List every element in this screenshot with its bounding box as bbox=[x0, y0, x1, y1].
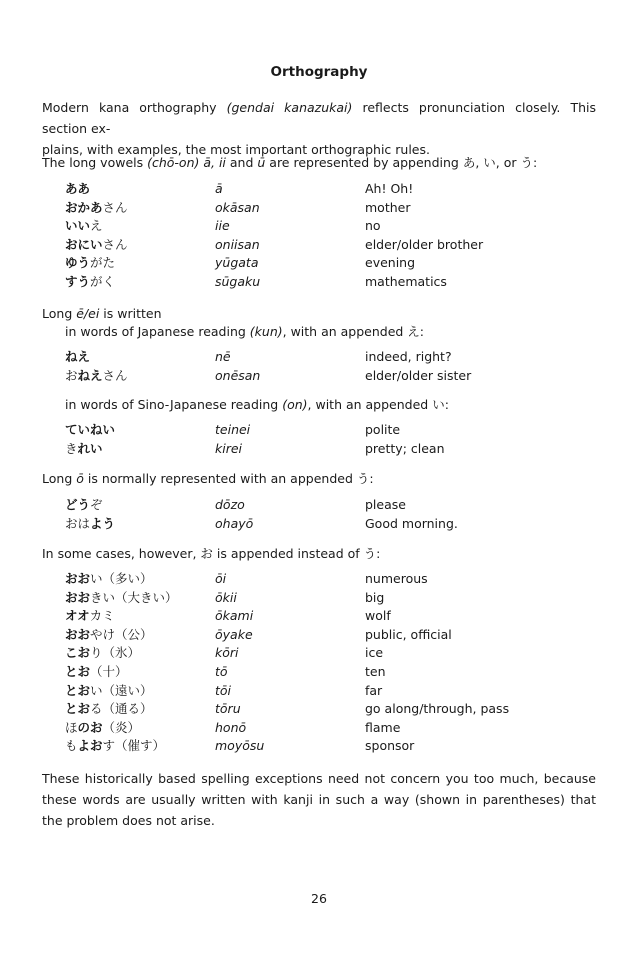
kana-prefix: ほ bbox=[65, 719, 78, 735]
meaning-cell: evening bbox=[365, 255, 416, 271]
kana-highlight: ねえ bbox=[65, 349, 91, 364]
kana-suffix: がた bbox=[90, 255, 116, 271]
kana-highlight: おかあ bbox=[65, 199, 103, 215]
meaning-cell: sponsor bbox=[365, 738, 415, 754]
example-row bbox=[65, 626, 605, 644]
kana-cell bbox=[65, 367, 128, 385]
romaji-cell: teinei bbox=[215, 422, 251, 437]
example-row bbox=[65, 719, 605, 737]
kana-highlight: ゆう bbox=[65, 255, 91, 271]
kana-highlight: ねえ bbox=[77, 367, 103, 383]
kana-highlight: ああ bbox=[65, 181, 91, 196]
kana-suffix: やけ（公） bbox=[90, 626, 153, 642]
meaning-cell: Good morning. bbox=[365, 515, 458, 531]
kana-suffix: え bbox=[90, 218, 103, 234]
long-e-heading bbox=[42, 305, 162, 323]
intro-term: (gendai kanazukai) bbox=[226, 100, 353, 115]
kana-highlight: とお bbox=[65, 701, 91, 717]
kana-highlight: おにい bbox=[65, 236, 103, 252]
romaji-cell: onēsan bbox=[215, 367, 261, 383]
lo-a: Long bbox=[42, 471, 77, 486]
example-row bbox=[65, 236, 605, 254]
meaning-cell: big bbox=[365, 589, 385, 605]
romaji-cell: nē bbox=[215, 349, 231, 364]
kana-cell bbox=[65, 236, 128, 254]
kana-suffix: カミ bbox=[89, 608, 115, 624]
example-row bbox=[65, 180, 605, 198]
kana-highlight: おお bbox=[65, 571, 91, 586]
kana-cell bbox=[65, 607, 115, 625]
kana-cell bbox=[65, 199, 128, 217]
meaning-cell: wolf bbox=[365, 608, 391, 624]
meaning-cell: elder/older brother bbox=[365, 236, 484, 252]
long-o-heading bbox=[42, 470, 374, 488]
kana-highlight: よお bbox=[77, 738, 103, 754]
romaji-cell: tōi bbox=[215, 682, 232, 698]
intro-text-b: reflects pronunciation closely. This section ex- bbox=[42, 100, 597, 136]
le-c: is written bbox=[99, 306, 162, 321]
lv-d: ū bbox=[257, 155, 266, 170]
kana-highlight: よう bbox=[90, 515, 116, 531]
example-row bbox=[65, 682, 605, 700]
kana-prefix: き bbox=[65, 440, 78, 456]
example-row bbox=[65, 589, 605, 607]
example-row bbox=[65, 348, 605, 366]
romaji-cell: dōzo bbox=[215, 497, 245, 512]
kana-suffix: （炎） bbox=[102, 719, 141, 735]
kana-suffix: さん bbox=[102, 367, 128, 383]
kun-b: (kun) bbox=[249, 324, 283, 339]
long-e-kun-line bbox=[65, 323, 424, 341]
romaji-cell: kirei bbox=[215, 440, 243, 456]
example-row bbox=[65, 644, 605, 662]
romaji-cell: moyōsu bbox=[215, 738, 265, 754]
example-row bbox=[65, 273, 605, 291]
romaji-cell: tōru bbox=[215, 701, 241, 717]
kana-cell bbox=[65, 348, 90, 366]
kana-cell bbox=[65, 589, 178, 607]
le-b: ē/ei bbox=[76, 306, 100, 321]
exception-heading: In some cases, however, お is appended instead of う: bbox=[42, 546, 381, 561]
meaning-cell: pretty; clean bbox=[365, 440, 445, 456]
romaji-cell: ā bbox=[215, 181, 223, 196]
meaning-cell: ice bbox=[365, 645, 384, 661]
romaji-cell: ōkii bbox=[215, 589, 237, 605]
example-row bbox=[65, 254, 605, 272]
kana-cell bbox=[65, 644, 140, 662]
romaji-cell: iie bbox=[215, 218, 230, 234]
romaji-cell: oniisan bbox=[215, 236, 260, 252]
meaning-cell: mathematics bbox=[365, 274, 447, 289]
romaji-cell: okāsan bbox=[215, 199, 260, 215]
meaning-cell: Ah! Oh! bbox=[365, 181, 414, 196]
meaning-cell: mother bbox=[365, 199, 411, 215]
lv-c: and bbox=[225, 155, 258, 170]
kana-cell bbox=[65, 570, 153, 588]
kana-cell bbox=[65, 254, 115, 272]
kana-suffix: さん bbox=[102, 236, 128, 252]
page-title: Orthography bbox=[270, 64, 368, 80]
closing-paragraph: These historically based spelling exceptions need not concern you too much, because these words are usually written with kanji in such a way (shown in parentheses) that the problem does not arise. bbox=[42, 771, 596, 828]
kana-cell bbox=[65, 217, 103, 235]
example-row bbox=[65, 440, 605, 458]
intro-paragraph bbox=[42, 97, 596, 160]
romaji-cell: ohayō bbox=[215, 515, 254, 531]
kana-highlight: ていねい bbox=[65, 422, 116, 437]
example-row bbox=[65, 663, 605, 681]
kana-cell bbox=[65, 682, 153, 700]
lo-c: is normally represented with an appended う: bbox=[83, 471, 374, 486]
meaning-cell: flame bbox=[365, 719, 401, 735]
romaji-cell: ōi bbox=[215, 571, 227, 586]
kana-cell bbox=[65, 700, 153, 718]
kana-cell bbox=[65, 737, 165, 755]
romaji-cell: kōri bbox=[215, 645, 239, 661]
romaji-cell: ōkami bbox=[215, 608, 254, 624]
kana-highlight: とお bbox=[65, 682, 91, 698]
kana-suffix: きい（大きい） bbox=[90, 589, 178, 605]
le-a: Long bbox=[42, 306, 77, 321]
example-row bbox=[65, 570, 605, 588]
meaning-cell: public, official bbox=[365, 626, 452, 642]
kana-prefix: おは bbox=[65, 515, 91, 531]
kana-highlight: どう bbox=[65, 497, 91, 512]
meaning-cell: go along/through, pass bbox=[365, 701, 510, 717]
romaji-cell: sūgaku bbox=[215, 274, 261, 289]
example-row bbox=[65, 421, 605, 439]
kana-cell bbox=[65, 421, 115, 439]
lv-b: (chō-on) ā, ii bbox=[147, 155, 226, 170]
kana-cell bbox=[65, 273, 115, 291]
intro-text-c: plains, with examples, the most important orthographic rules. bbox=[42, 142, 430, 157]
page-number: 26 bbox=[311, 891, 327, 906]
kana-suffix: い（多い） bbox=[90, 571, 153, 586]
kana-cell bbox=[65, 719, 140, 737]
meaning-cell: polite bbox=[365, 422, 401, 437]
long-e-on-line bbox=[65, 396, 449, 414]
kana-highlight: いい bbox=[65, 218, 91, 234]
example-row bbox=[65, 737, 605, 755]
romaji-cell: ōyake bbox=[215, 626, 253, 642]
kana-suffix: す（催す） bbox=[102, 738, 166, 754]
kana-cell bbox=[65, 180, 90, 198]
kana-highlight: とお bbox=[65, 664, 91, 679]
kana-cell bbox=[65, 626, 153, 644]
lv-a: The long vowels bbox=[42, 155, 148, 170]
kana-prefix: お bbox=[65, 367, 78, 383]
example-row bbox=[65, 199, 605, 217]
kana-cell bbox=[65, 663, 128, 681]
kana-suffix: ぞ bbox=[90, 497, 103, 512]
intro-text-a: Modern kana orthography bbox=[42, 100, 227, 115]
meaning-cell: elder/older sister bbox=[365, 367, 472, 383]
kana-cell bbox=[65, 496, 103, 514]
kana-highlight: こお bbox=[65, 645, 91, 661]
romaji-cell: tō bbox=[215, 664, 228, 679]
example-row bbox=[65, 496, 605, 514]
romaji-cell: honō bbox=[215, 719, 247, 735]
kana-suffix: さん bbox=[102, 199, 128, 215]
example-row bbox=[65, 607, 605, 625]
kana-highlight: すう bbox=[65, 274, 91, 289]
meaning-cell: please bbox=[365, 497, 406, 512]
kun-c: , with an appended え: bbox=[282, 324, 425, 339]
lo-b: ō bbox=[76, 471, 84, 486]
kana-suffix: る（通る） bbox=[90, 701, 153, 717]
kana-suffix: がく bbox=[90, 274, 116, 289]
lv-e: are represented by appending あ, い, or う: bbox=[265, 155, 538, 170]
romaji-cell: yūgata bbox=[215, 255, 259, 271]
example-row bbox=[65, 367, 605, 385]
kana-cell bbox=[65, 440, 103, 458]
kana-suffix: り（氷） bbox=[90, 645, 141, 661]
meaning-cell: no bbox=[365, 218, 381, 234]
kana-highlight: おお bbox=[65, 626, 91, 642]
kun-a: in words of Japanese reading bbox=[65, 324, 250, 339]
meaning-cell: numerous bbox=[365, 571, 428, 586]
meaning-cell: ten bbox=[365, 664, 386, 679]
on-b: (on) bbox=[282, 397, 308, 412]
example-row bbox=[65, 515, 605, 533]
kana-cell bbox=[65, 515, 115, 533]
kana-suffix: い（遠い） bbox=[90, 682, 153, 698]
kana-suffix: （十） bbox=[90, 664, 128, 679]
kana-highlight: おお bbox=[65, 589, 91, 605]
kana-highlight: のお bbox=[77, 719, 103, 735]
kana-highlight: オオ bbox=[65, 608, 90, 624]
on-c: , with an appended い: bbox=[307, 397, 449, 412]
meaning-cell: indeed, right? bbox=[365, 349, 452, 364]
long-vowels-heading bbox=[42, 154, 537, 172]
example-row bbox=[65, 700, 605, 718]
example-row bbox=[65, 217, 605, 235]
on-a: in words of Sino-Japanese reading bbox=[65, 397, 283, 412]
kana-highlight: れい bbox=[77, 440, 103, 456]
kana-prefix: も bbox=[65, 738, 78, 754]
meaning-cell: far bbox=[365, 682, 383, 698]
